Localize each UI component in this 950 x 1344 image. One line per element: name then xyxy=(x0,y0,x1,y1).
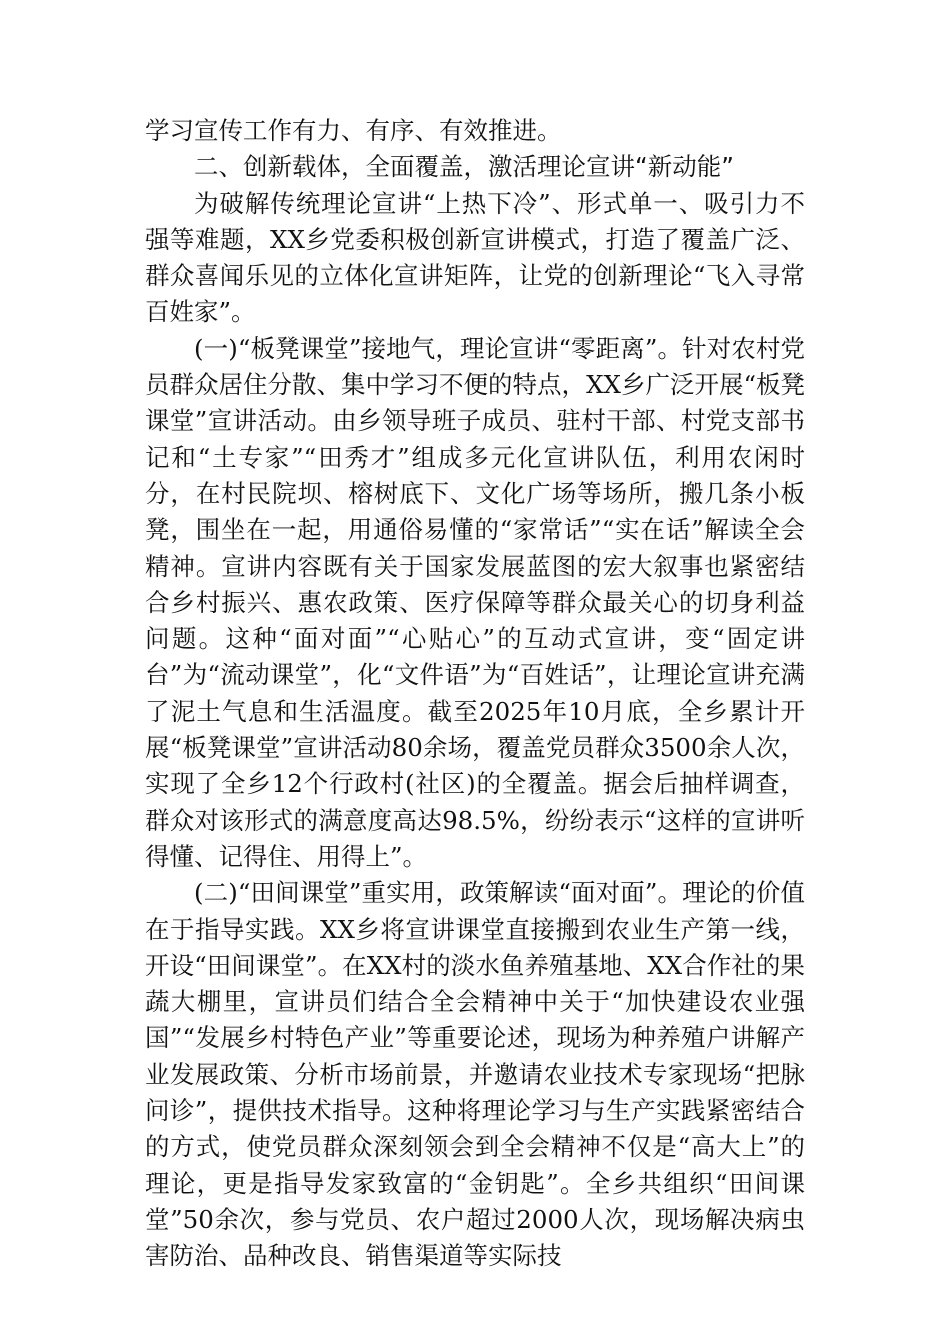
paragraph-continuation: 学习宣传工作有力、有序、有效推进。 xyxy=(145,116,562,145)
paragraph-intro: 为破解传统理论宣讲“上热下冷”、形式单一、吸引力不强等难题，XX乡党委积极创新宣讲模式，打造了覆盖广泛、群众喜闻乐见的立体化宣讲矩阵，让党的创新理论“飞入寻常百姓家”。 xyxy=(145,188,805,327)
paragraph-bench-classroom: (一)“板凳课堂”接地气，理论宣讲“零距离”。针对农村党员群众居住分散、集中学习不便的特点，XX乡广泛开展“板凳课堂”宣讲活动。由乡领导班子成员、驻村干部、村党支部书记和“土专家”“田秀才”组成多元化宣讲队伍，利用农闲时分，在村民院坝、榕树底下、文化广场等场所，搬几条小板凳，围坐在一起，用通俗易懂的“家常话”“实在话”解读全会精神。宣讲内容既有关于国家发展蓝图的宏大叙事也紧密结合乡村振兴、惠农政策、医疗保障等群众最关心的切身利益问题。这种“面对面”“心贴心”的互动式宣讲，变“固定讲台”为“流动课堂”，化“文件语”为“百姓话”，让理论宣讲充满了泥土气息和生活温度。截至2025年10月底，全乡累计开展“板凳课堂”宣讲活动80余场，覆盖党员群众3500余人次，实现了全乡12个行政村(社区)的全覆盖。据会后抽样调查，群众对该形式的满意度高达98.5%，纷纷表示“这样的宣讲听得懂、记得住、用得上”。 xyxy=(145,333,805,871)
document-body xyxy=(145,113,805,1275)
section-heading: 二、创新载体，全面覆盖，激活理论宣讲“新动能” xyxy=(194,152,734,182)
paragraph-field-classroom: (二)“田间课堂”重实用，政策解读“面对面”。理论的价值在于指导实践。XX乡将宣讲课堂直接搬到农业生产第一线，开设“田间课堂”。在XX村的淡水鱼养殖基地、XX合作社的果蔬大棚里，宣讲员们结合全会精神中关于“加快建设农业强国”“发展乡村特色产业”等重要论述，现场为种养殖户讲解产业发展政策、分析市场前景，并邀请农业技术专家现场“把脉问诊”，提供技术指导。这种将理论学习与生产实践紧密结合的方式，使党员群众深刻领会到全会精神不仅是“高大上”的理论，更是指导发家致富的“金钥匙”。全乡共组织“田间课堂”50余次，参与党员、农户超过2000人次，现场解决病虫害防治、品种改良、销售渠道等实际技 xyxy=(145,878,805,1271)
